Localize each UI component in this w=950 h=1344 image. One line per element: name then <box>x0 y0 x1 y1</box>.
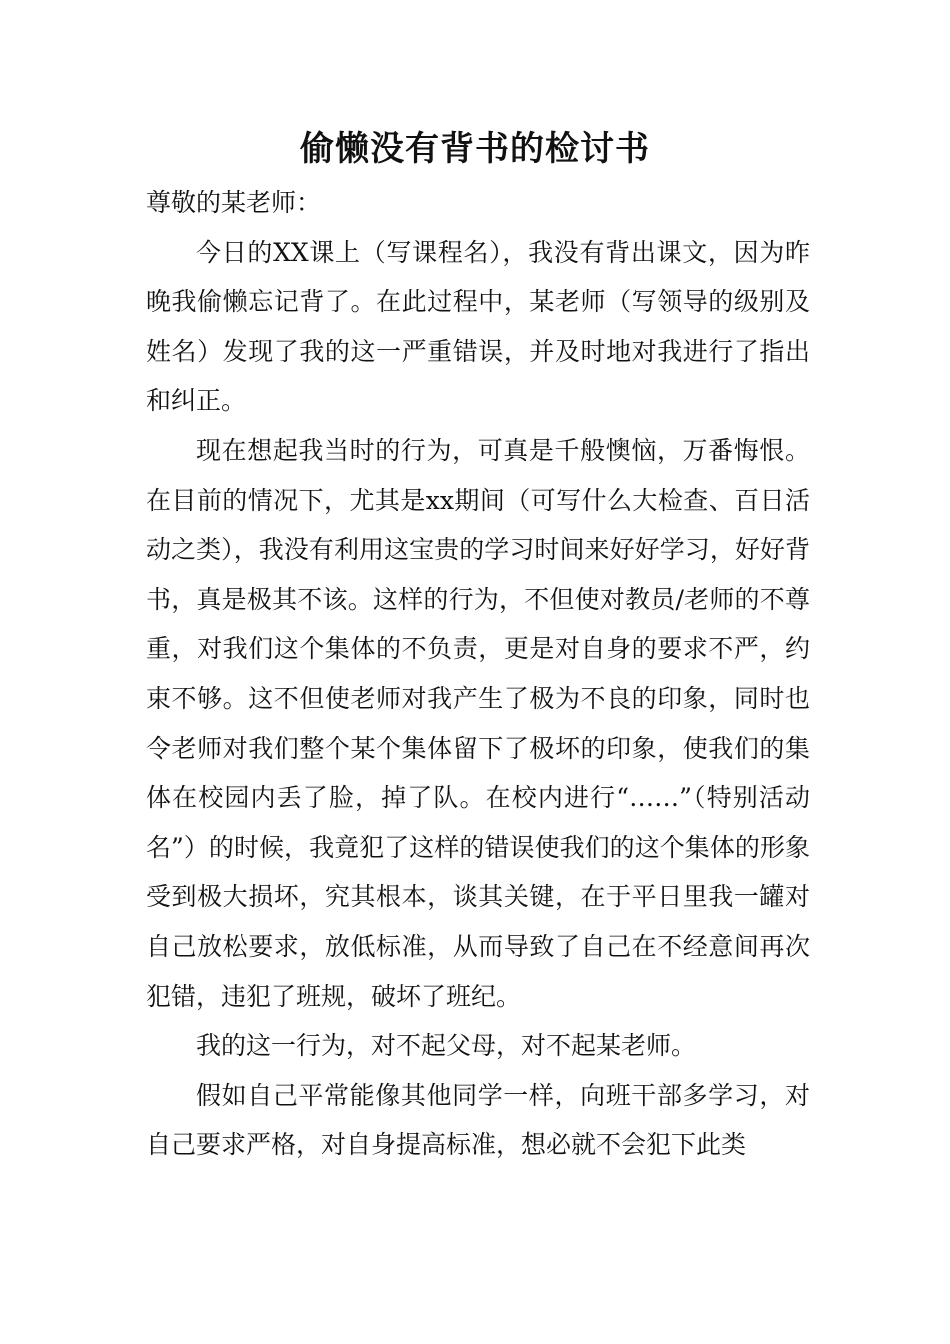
paragraph-2: 现在想起我当时的行为，可真是千般懊恼，万番悔恨。在目前的情况下，尤其是xx期间（可写什么大检查、百日活动之类），我没有利用这宝贵的学习时间来好好学习，好好背书，真是极其不该。这样的行为，不但使对教员/老师的不尊重，对我们这个集体的不负责，更是对自身的要求不严，约束不够。这不但使老师对我产生了极为不良的印象，同时也令老师对我们整个某个集体留下了极坏的印象，使我们的集体在校园内丢了脸，掉了队。在校内进行“……”（特别活动名”）的时候，我竟犯了这样的错误使我们的这个集体的形象受到极大损坏，究其根本，谈其关键，在于平日里我一罐对自己放松要求，放低标准，从而导致了自己在不经意间再次犯错，违犯了班规，破坏了班纪。 <box>146 435 810 1011</box>
salutation: 尊敬的某老师： <box>146 188 322 217</box>
document-body <box>146 178 810 1170</box>
paragraph-4: 假如自己平常能像其他同学一样，向班干部多学习，对自己要求严格，对自身提高标准，想必就不会犯下此类 <box>146 1080 810 1160</box>
paragraph-3: 我的这一行为，对不起父母，对不起某老师。 <box>196 1031 697 1061</box>
document-title: 偷懒没有背书的检讨书 <box>300 129 650 169</box>
paragraph-1: 今日的XX课上（写课程名），我没有背出课文，因为昨晚我偷懒忘记背了。在此过程中，某老师（写领导的级别及姓名）发现了我的这一严重错误，并及时地对我进行了指出和纠正。 <box>146 237 810 416</box>
